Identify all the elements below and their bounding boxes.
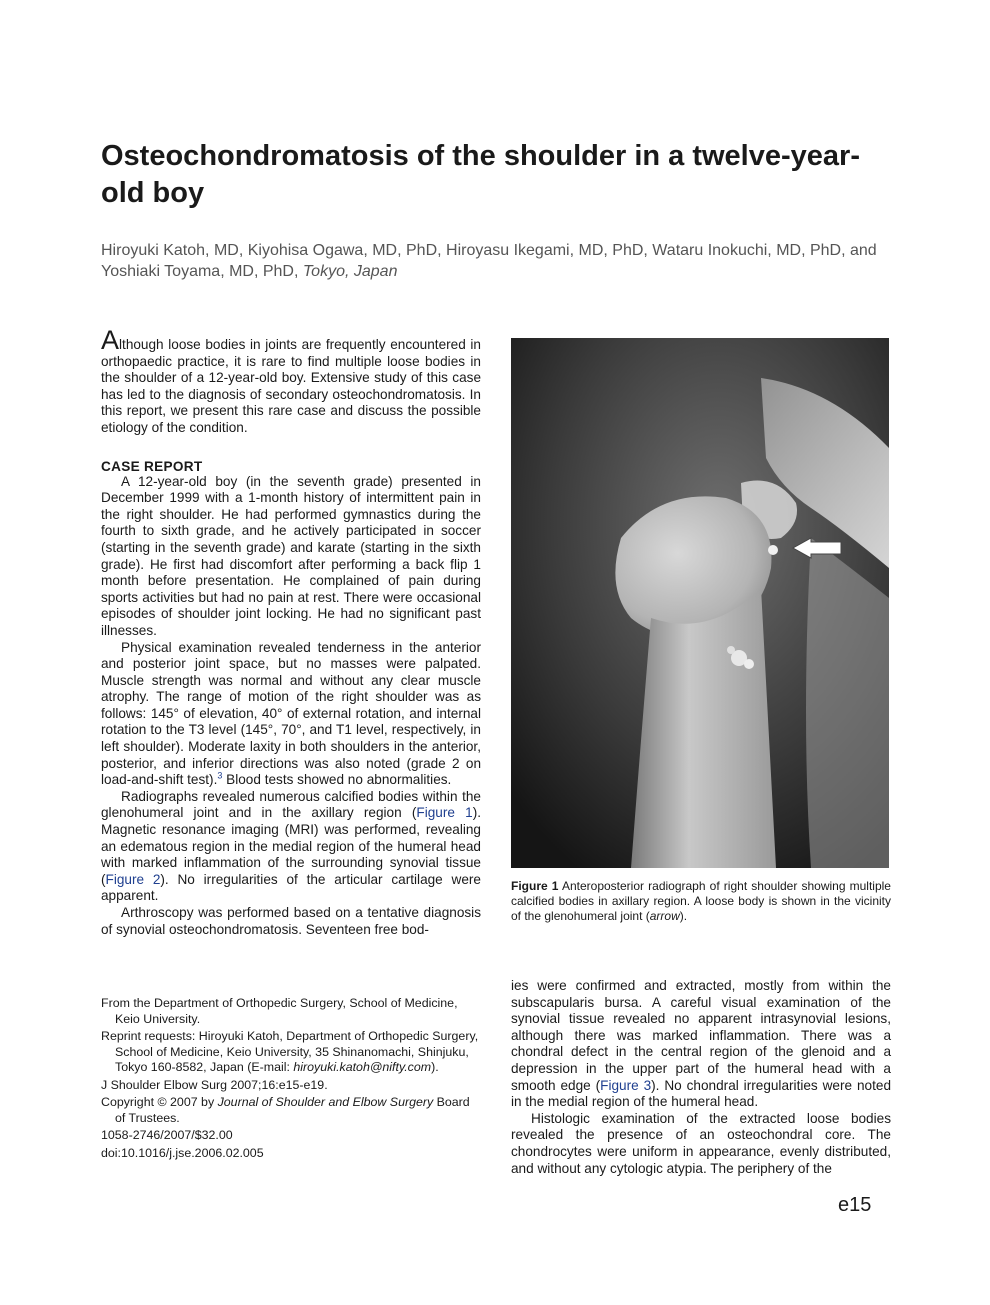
doi-note: doi:10.1016/j.jse.2006.02.005	[101, 1145, 264, 1160]
copyright-journal: Journal of Shoulder and Elbow Surgery	[217, 1095, 434, 1109]
left-column	[101, 325, 481, 938]
caption-text-b: ).	[679, 909, 688, 923]
case-paragraph-exam	[101, 640, 481, 789]
continuation-text-a: ies were confirmed and extracted, mostly from within the subscapularis bursa. A careful visual examination of the synovial tissue revealed no apparent intrasynovial lesions, although there was marked inflammation. There was a chondral defect in the central region of the glenoid and a depression in the upper part of the humeral head with a smooth edge (	[511, 978, 891, 1093]
imaging-text-b: ). Magnetic resonance imaging (MRI) was performed, revealing an edematous region in the medial region of the humeral head with marked inflammation of the surrounding synovial tissue (	[101, 805, 481, 887]
article-title: Osteochondromatosis of the shoulder in a twelve-year-old boy	[101, 140, 860, 209]
arthroscopy-continuation	[511, 978, 891, 1111]
exam-text: Physical examination revealed tenderness in the anterior and posterior joint space, but no masses were palpated. Muscle strength was normal and without any clear muscle atrophy. The range of motion of the right shoulder was as follows: 145° of elevation, 40° of external rotation, and internal rotation to the T3 level (145°, 70°, and T1 level, respectively, in left shoulder). Moderate laxity in both shoulders in the anterior, posterior, and inferior directions was also noted (grade 2 on load-and-shift test).	[101, 639, 481, 788]
abstract-paragraph: Although loose bodies in joints are frequently encountered in orthopaedic practice, it is rare to find multiple loose bodies in the shoulder of a 12-year-old boy. Extensive study of this case has led to the diagnosis of secondary osteochondromatosis. In this report, we present this rare case and discuss the possible etiology of the condition.	[101, 325, 481, 435]
copyright-text-a: Copyright © 2007 by	[101, 1095, 218, 1109]
figure-3-link[interactable]: Figure 3	[600, 1077, 652, 1093]
case-paragraph-history: A 12-year-old boy (in the seventh grade) presented in December 1999 with a 1-month history of intermittent pain in the right shoulder. He had performed gymnastics during the fourth to sixth grade, and he actively participated in soccer (starting in the seventh grade) and karate (starting in the sixth grade). He first had discomfort after performing a back flip 1 month before presentation. He complained of pain during sports activities but had no pain at rest. There were occasional episodes of shoulder joint locking. He had no significant past illnesses.	[101, 473, 481, 638]
figure-1-caption	[511, 879, 891, 924]
reprint-text: Reprint requests: Hiroyuki Katoh, Department of Orthopedic Surgery, School of Medicine, Keio University, 35 Shinanomachi, Shinjuku, Tokyo 160-8582, Japan (E-mail:	[101, 1029, 479, 1074]
figure-1-label: Figure 1	[511, 879, 559, 893]
journal-citation: J Shoulder Elbow Surg 2007;16:e15-e19.	[101, 1077, 328, 1092]
histology-paragraph: Histologic examination of the extracted loose bodies revealed the presence of an osteochondral core. The chondrocytes were uniform in appearance, evenly distributed, and without any cytologic atypia. The periphery of the	[511, 1110, 891, 1176]
copyright-text-b: Board of Trustees.	[115, 1095, 470, 1125]
case-paragraph-imaging	[101, 789, 481, 905]
issn-note: 1058-2746/2007/$32.00	[101, 1128, 233, 1142]
reprint-end: ).	[431, 1060, 439, 1074]
right-column	[511, 978, 891, 1177]
author-names: Hiroyuki Katoh, MD, Kiyohisa Ogawa, MD, PhD, Hiroyasu Ikegami, MD, PhD, Wataru Inokuchi, MD, PhD, and Yoshiaki Toyama, MD, PhD,	[101, 242, 877, 280]
affiliation-note: From the Department of Orthopedic Surgery, School of Medicine, Keio University.	[101, 996, 458, 1026]
figure-1-radiograph	[511, 338, 889, 868]
caption-italic: arrow	[649, 909, 680, 923]
caption-text-a: Anteroposterior radiograph of right shoulder showing multiple calcified bodies in axillary region. A loose body is shown in the vicinity of the glenohumeral joint (	[511, 879, 891, 923]
reference-link-3[interactable]: 3	[217, 770, 223, 781]
author-location: Tokyo, Japan	[302, 263, 398, 280]
case-paragraph-arthroscopy: Arthroscopy was performed based on a tentative diagnosis of synovial osteochondromatosis. Seventeen free bod-	[101, 905, 481, 937]
author-list	[101, 240, 901, 282]
copyright-note	[101, 1095, 481, 1126]
exam-tail: Blood tests showed no abnormalities.	[222, 772, 452, 788]
imaging-text-a: Radiographs revealed numerous calcified bodies within the glenohumeral joint and in the axillary region (	[101, 788, 481, 821]
imaging-text-c: ). No irregularities of the articular cartilage were apparent.	[101, 871, 481, 904]
figure-1-link[interactable]: Figure 1	[416, 805, 473, 821]
continuation-text-b: ). No chondral irregularities were noted in the medial region of the humeral head.	[511, 1077, 891, 1110]
reprint-note	[101, 1029, 481, 1076]
page-number: e15	[838, 1194, 872, 1216]
radiograph-image	[511, 338, 889, 868]
author-email[interactable]: hiroyuki.katoh@nifty.com	[293, 1060, 432, 1074]
section-heading-case-report: CASE REPORT	[101, 458, 203, 474]
footnotes	[101, 996, 481, 1163]
figure-2-link[interactable]: Figure 2	[105, 871, 161, 887]
